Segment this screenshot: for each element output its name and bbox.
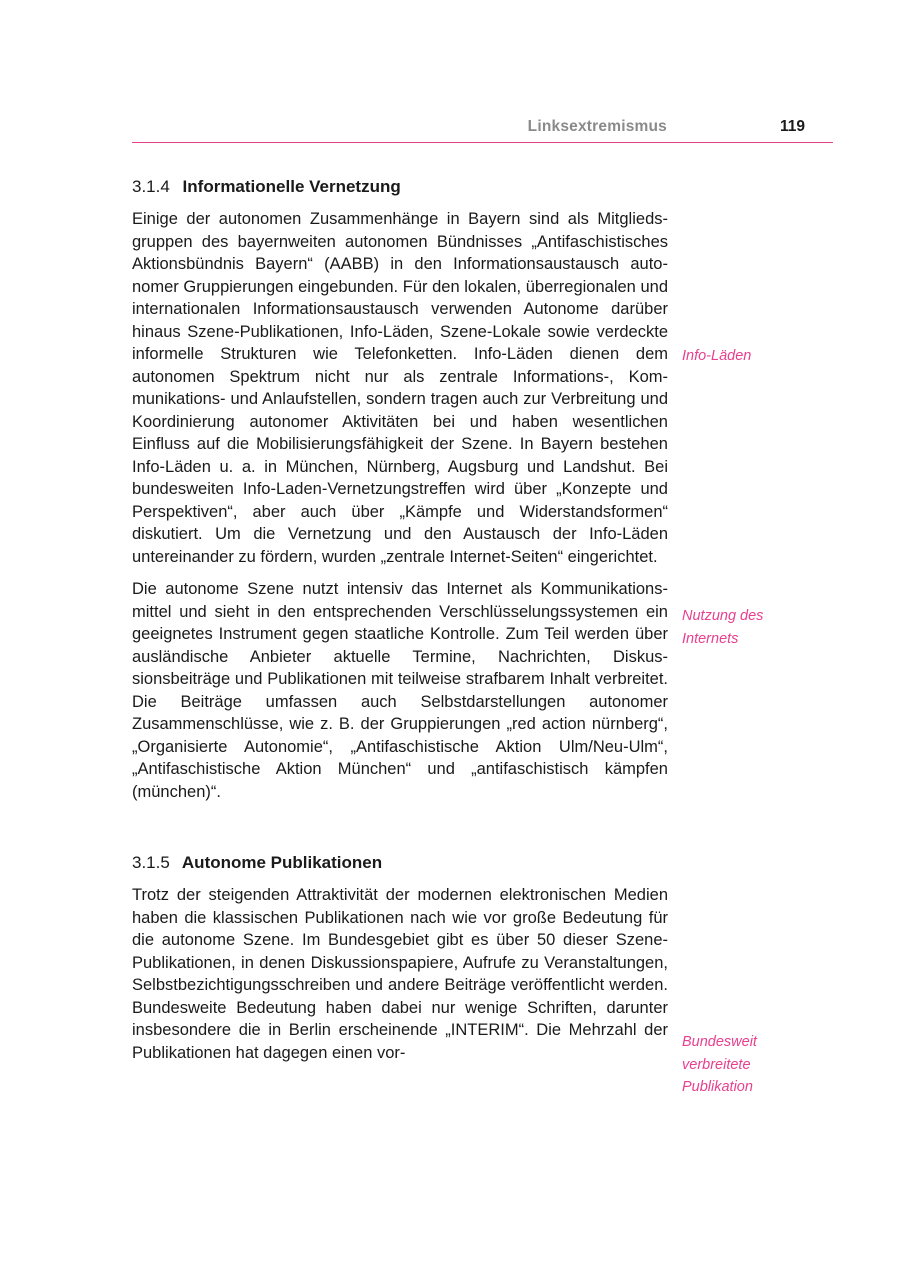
- paragraph: Einige der autonomen Zusammenhänge in Bayern sind als Mitgliedsgruppen des bayernweiten autonomen Bündnisses „Antifaschistisches Aktionsbündnis Bayern“ (AABB) in den Informationsaustausch autonomer Gruppierungen eingebunden. Für den lokalen, überregionalen und internationalen Informationsaustausch verwenden Autonome darüber hinaus Szene-Publikationen, Info-Läden, Szene-Lokale sowie verdeckte informelle Strukturen wie Telefonketten. Info-Läden dienen dem autonomen Spektrum nicht nur als zentrale Informations-, Kommunikations- und Anlaufstellen, sondern tragen auch zur Verbreitung und Koordinierung autonomer Aktivitäten bei und haben wesentlichen Einfluss auf die Mobilisierungsfähigkeit der Szene. In Bayern bestehen Info-Läden u. a. in München, Nürnberg, Augsburg und Landshut. Bei bundesweiten Info-Laden-Vernetzungstreffen wird über „Konzepte und Perspektiven“, aber auch über „Kämpfe und Widerstandsformen“ diskutiert. Um die Vernetzung und den Austausch der Info-Läden untereinander zu fördern, wurden „zentrale Internet-Seiten“ eingerichtet.: [132, 210, 668, 566]
- margin-note-line: Publikation: [682, 1079, 753, 1095]
- section-autonome-publikationen: [132, 851, 668, 1064]
- margin-note-internet: [682, 605, 822, 650]
- margin-note-info-laeden: [682, 345, 822, 368]
- section-number: 3.1.4: [132, 177, 170, 196]
- margin-note-line: verbreitete: [682, 1056, 751, 1073]
- margin-note-line: Nutzung des: [682, 608, 764, 624]
- page-header: [132, 118, 833, 143]
- section-number: 3.1.5: [132, 853, 170, 872]
- margin-note-line: Info-Läden: [682, 348, 752, 364]
- running-title: Linksextremismus: [527, 118, 667, 135]
- paragraph: Die autonome Szene nutzt intensiv das Internet als Kommunikationsmittel und sieht in den entsprechenden Verschlüsselungssystemen ein geeignetes Instrument gegen staatliche Kontrolle. Zum Teil werden über ausländische Anbieter aktuelle Termine, Nachrichten, Diskussionsbeiträge und Publikationen mit teilweise strafbarem Inhalt verbreitet. Die Beiträge umfassen auch Selbstdarstellungen autonomer Zusammenschlüsse, wie z. B. der Gruppierungen „red action nürnberg“, „Organisierte Autonomie“, „Antifaschistische Aktion Ulm/Neu-Ulm“, „Antifaschistische Aktion München“ und „antifaschistisch kämpfen (münchen)“.: [132, 580, 668, 801]
- section-heading: [132, 851, 668, 875]
- paragraph: Trotz der steigenden Attraktivität der modernen elektronischen Medien haben die klassischen Publikationen nach wie vor große Bedeutung für die autonome Szene. Im Bundesgebiet gibt es über 50 dieser Szene-Publikationen, in denen Diskussionspapiere, Aufrufe zu Veranstaltungen, Selbstbezichtigungsschreiben und andere Beiträge veröffentlicht werden. Bundesweite Bedeutung haben dabei nur wenige Schriften, darunter insbesondere die in Berlin erscheinende „INTERIM“. Die Mehrzahl der Publikationen hat dagegen einen vor-: [132, 886, 668, 1062]
- section-heading: [132, 175, 668, 199]
- section-informationelle-vernetzung: [132, 175, 668, 803]
- margin-note-line: Bundesweit: [682, 1034, 757, 1050]
- page-number: 119: [779, 118, 805, 135]
- section-title: Informationelle Vernetzung: [182, 177, 401, 196]
- margin-note-line: Internets: [682, 630, 739, 647]
- main-content: [132, 175, 668, 1074]
- section-title: Autonome Publikationen: [181, 853, 383, 872]
- margin-note-publikation: [682, 1031, 822, 1099]
